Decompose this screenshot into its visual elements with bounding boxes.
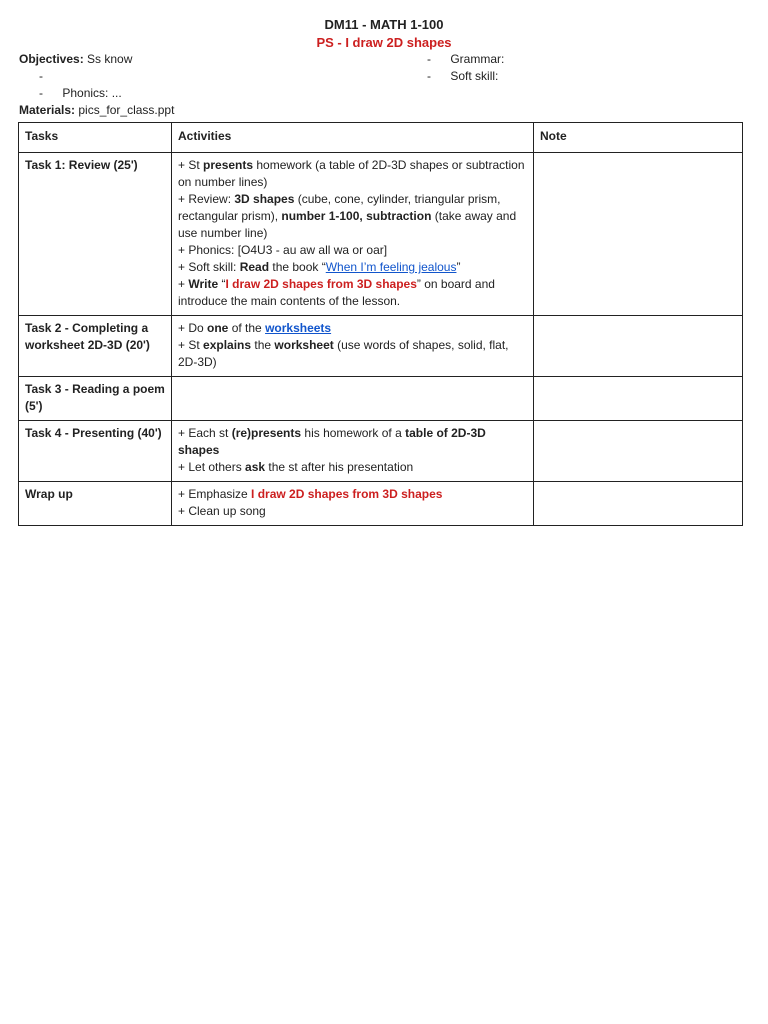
- text: + Review:: [178, 192, 235, 206]
- bold-text: number 1-100, subtraction: [281, 209, 432, 223]
- activities-cell: [172, 316, 534, 377]
- activity-line: [178, 191, 527, 242]
- text: (cube, cone, cylinder, triangular prism, rectangular prism),: [178, 192, 501, 223]
- objectives-bullet: [39, 86, 122, 100]
- bold-text: presents: [203, 158, 254, 172]
- task-cell: Task 3 - Reading a poem (5'): [19, 377, 172, 421]
- materials-line: [19, 103, 174, 117]
- note-cell: [534, 482, 743, 526]
- bullet-dash: -: [427, 69, 431, 83]
- note-cell: [534, 377, 743, 421]
- text: ”: [456, 260, 461, 274]
- text: (take away and use number line): [178, 209, 517, 240]
- table-header-row: [19, 123, 743, 153]
- text: + St: [178, 158, 204, 172]
- task-cell: Wrap up: [19, 482, 172, 526]
- bullet-text: Phonics: ...: [62, 86, 122, 100]
- activities-cell: [172, 153, 534, 316]
- bullet-text: Grammar:: [450, 52, 505, 66]
- bullet-dash: -: [39, 86, 43, 100]
- text: + Do: [178, 321, 208, 335]
- bold-text: table of 2D-3D shapes: [178, 426, 486, 457]
- text: “: [218, 277, 226, 291]
- note-cell: [534, 421, 743, 482]
- materials-value: pics_for_class.ppt: [78, 103, 175, 117]
- text: his homework of a: [301, 426, 406, 440]
- bold-text: one: [207, 321, 229, 335]
- activity-line: [178, 242, 527, 259]
- highlight-text: I draw 2D shapes from 3D shapes: [251, 487, 443, 501]
- objectives-bullet: [427, 52, 504, 66]
- text: + St: [178, 338, 204, 352]
- task-cell: Task 2 - Completing a worksheet 2D-3D (20'): [19, 316, 172, 377]
- text: +: [178, 277, 189, 291]
- activity-line: [178, 259, 527, 276]
- text: + Clean up song: [178, 504, 266, 518]
- materials-label: Materials:: [19, 103, 76, 117]
- text: + Phonics: [O4U3 - au aw all wa or oar]: [178, 243, 388, 257]
- highlight-text: I draw 2D shapes from 3D shapes: [225, 277, 417, 291]
- book-link[interactable]: When I’m feeling jealous: [325, 260, 457, 274]
- objectives-label: Objectives:: [19, 52, 84, 66]
- activity-line: [178, 503, 527, 520]
- activity-line: [178, 425, 527, 459]
- activity-line: [178, 276, 527, 310]
- text: homework (a table of 2D-3D shapes or subtraction on number lines): [178, 158, 525, 189]
- header-activities: Activities: [172, 123, 534, 153]
- activity-line: [178, 157, 527, 191]
- activity-line: [178, 486, 527, 503]
- table-row: [19, 421, 743, 482]
- objectives-section: [19, 52, 759, 116]
- activity-line: [178, 337, 527, 371]
- bold-text: worksheet: [274, 338, 334, 352]
- activity-line: [178, 459, 527, 476]
- text: the st after his presentation: [265, 460, 414, 474]
- text: + Each st: [178, 426, 232, 440]
- text: the: [251, 338, 275, 352]
- task-cell: Task 4 - Presenting (40'): [19, 421, 172, 482]
- activity-line: [178, 320, 527, 337]
- table-row: [19, 316, 743, 377]
- bold-text: ask: [245, 460, 266, 474]
- bullet-dash: -: [39, 69, 43, 83]
- text: of the: [228, 321, 266, 335]
- table-row: [19, 153, 743, 316]
- objectives-bullet: [427, 69, 498, 83]
- text: + Let others: [178, 460, 246, 474]
- text: (use words of shapes, solid, flat, 2D-3D): [178, 338, 509, 369]
- worksheets-link[interactable]: worksheets: [265, 321, 332, 335]
- note-cell: [534, 316, 743, 377]
- bold-text: 3D shapes: [234, 192, 295, 206]
- text: + Soft skill:: [178, 260, 240, 274]
- bold-text: explains: [203, 338, 252, 352]
- text: ” on board and introduce the main contents of the lesson.: [178, 277, 495, 308]
- header-tasks: Tasks: [19, 123, 172, 153]
- header-note: Note: [534, 123, 743, 153]
- table-row: [19, 482, 743, 526]
- activities-cell: [172, 377, 534, 421]
- objectives-bullet: [39, 69, 59, 83]
- bold-text: Read: [239, 260, 270, 274]
- task-cell: Task 1: Review (25'): [19, 153, 172, 316]
- note-cell: [534, 153, 743, 316]
- bold-text: (re)presents: [231, 426, 302, 440]
- text: the book “: [269, 260, 326, 274]
- bold-text: Write: [188, 277, 219, 291]
- text: + Emphasize: [178, 487, 252, 501]
- objectives-line: [19, 52, 132, 66]
- activities-cell: [172, 421, 534, 482]
- document-title: DM11 - MATH 1-100: [324, 17, 444, 32]
- bullet-dash: -: [427, 52, 431, 66]
- activities-cell: [172, 482, 534, 526]
- lesson-table: [18, 122, 743, 526]
- bullet-text: Soft skill:: [450, 69, 499, 83]
- table-row: [19, 377, 743, 421]
- objectives-value: Ss know: [87, 52, 133, 66]
- document-subtitle: PS - I draw 2D shapes: [316, 35, 452, 50]
